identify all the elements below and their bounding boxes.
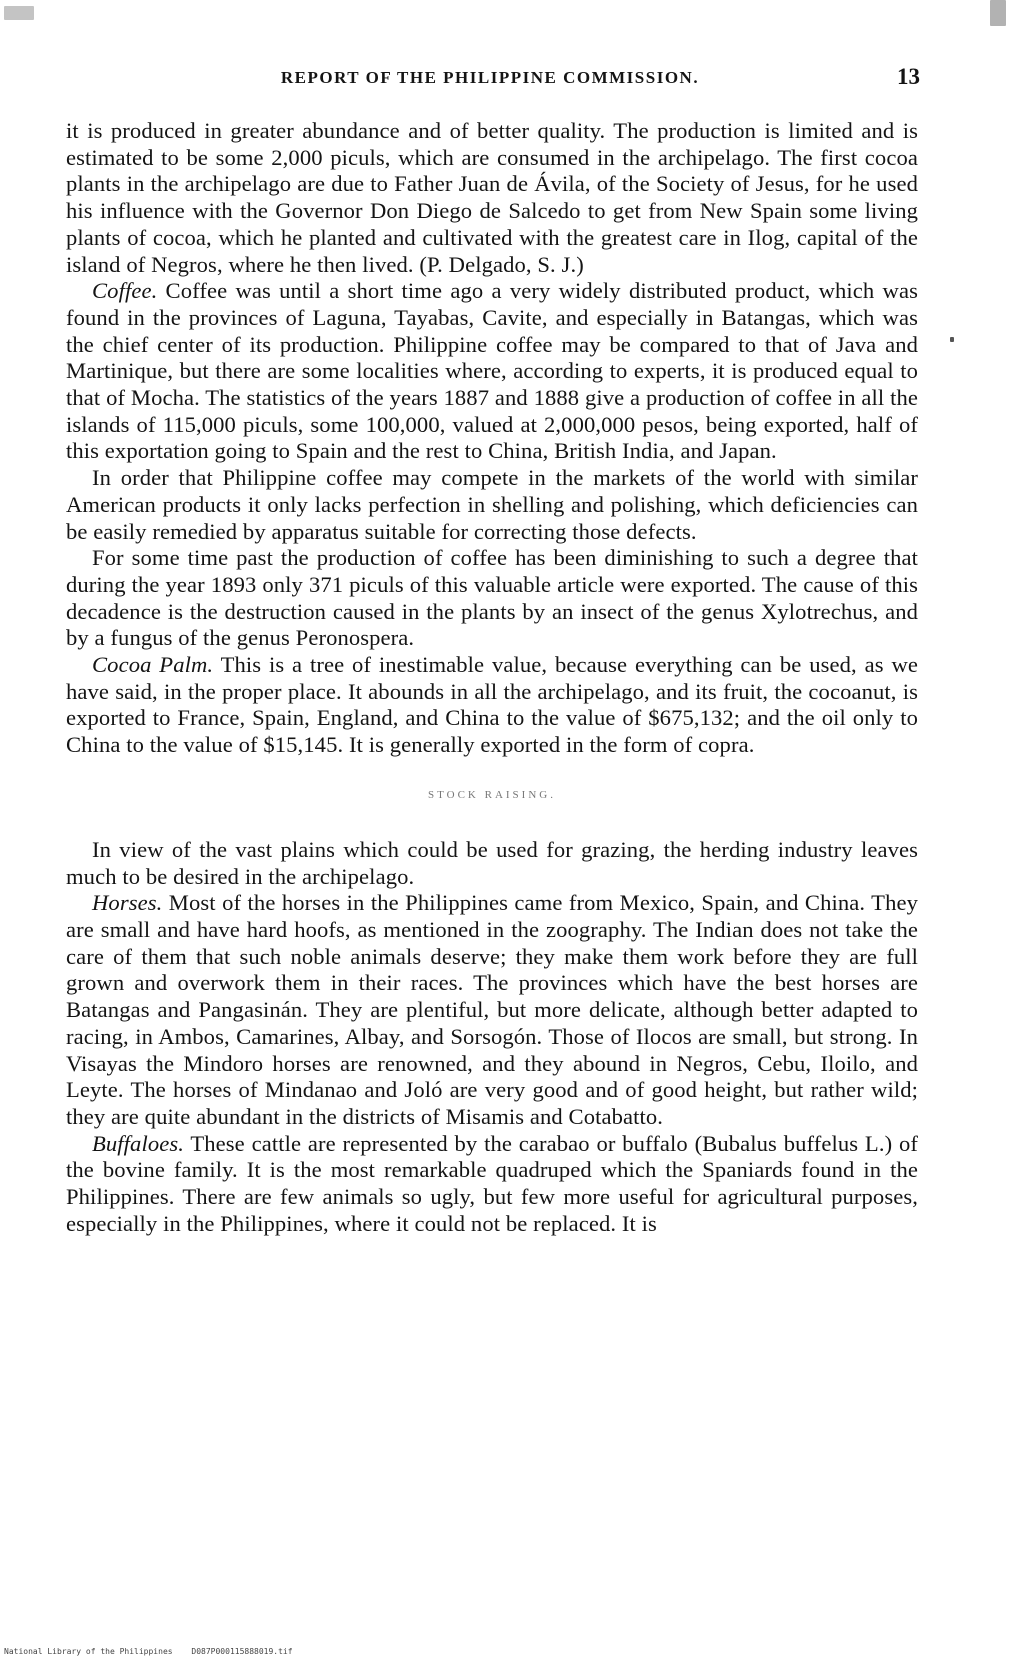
scan-footer <box>4 1647 307 1656</box>
page-header <box>60 64 920 98</box>
paragraph-coffee-decline: For some time past the production of coffee has been diminishing to such a degree that during the year 1893 only 371 piculs of this valuable article were exported. The cause of this decadence is the destruction caused in the plants by an insect of the genus Xylotrechus, and by a fungus of the genus Peronospera. <box>66 545 918 651</box>
paragraph-cocoa-palm: Cocoa Palm. This is a tree of inestimable value, because everything can be used, as we have said, in the proper place. It abounds in all the archipelago, and its fruit, the cocoanut, is exported to France, Spain, England, and China to the value of $675,132; and the oil only to China to the value of $15,145. It is generally exported in the form of copra. <box>66 652 919 758</box>
footer-library: National Library of the Philippines <box>4 1647 173 1656</box>
body-text <box>66 118 918 1237</box>
running-title: REPORT OF THE PHILIPPINE COMMISSION. <box>280 68 700 87</box>
page-number: 13 <box>897 64 920 89</box>
scan-noise-top-right <box>990 0 1006 26</box>
paragraph-herding: In view of the vast plains which could be used for grazing, the herding industry leaves much to be desired in the archipelago. <box>66 836 918 889</box>
run-in-heading-horses: Horses. <box>92 890 163 916</box>
run-in-heading-buffaloes: Buffaloes. <box>92 1130 184 1156</box>
scan-speck <box>950 337 954 342</box>
paragraph-coffee-markets: In order that Philippine coffee may compete in the markets of the world with similar American products it only lacks perfection in shelling and polishing, which deficiencies can be easily remedied by apparatus suitable for correcting those defects. <box>66 465 918 544</box>
paragraph-coffee: Coffee. Coffee was until a short time ago a very widely distributed product, which was found in the provinces of Laguna, Tayabas, Cavite, and especially in Batangas, which was the chief center of its production. Philippine coffee may be compared to that of Java and Martinique, but there are some localities where, according to experts, it is produced equal to that of Mocha. The statistics of the years 1887 and 1888 give a production of coffee in all the islands of 115,000 piculs, some 100,000, valued at 2,000,000 pesos, being exported, half of this exportation going to Spain and the rest to China, British India, and Japan. <box>66 278 918 464</box>
footer-file-id: D087P000115888019.tif <box>191 1647 293 1656</box>
run-in-heading-coffee: Coffee. <box>92 278 158 304</box>
paragraph-cocoa-continued: it is produced in greater abundance and of better quality. The production is limited and is estimated to be some 2,000 piculs, which are consumed in the archipelago. The first cocoa plants in the archipelago are due to Father Juan de Ávila, of the Society of Jesus, for he used his influence with the Governor Don Diego de Salcedo to get from New Spain some living plants of cocoa, which he planted and cultivated with the greatest care in Ilog, capital of the island of Negros, where he then lived. (P. Delgado, S. J.) <box>66 118 918 277</box>
scan-noise-top-left <box>4 6 34 20</box>
run-in-heading-cocoa-palm: Cocoa Palm. <box>92 652 214 678</box>
section-heading-stock-raising: STOCK RAISING. <box>428 788 556 801</box>
paragraph-horses: Horses. Most of the horses in the Philippines came from Mexico, Spain, and China. They are small and have hard hoofs, as mentioned in the zoography. The Indian does not take the care of them that such noble animals deserve; they make them work before they are full grown and overwork them in their races. The provinces which have the best horses are Batangas and Pangasinán. They are plentiful, but more delicate, although better adapted to racing, in Ambos, Camarines, Albay, and Sorsogón. Those of Ilocos are small, but strong. In Visayas the Mindoro horses are renowned, and they abound in Negros, Cebu, Iloilo, and Leyte. The horses of Mindanao and Joló are very good and of good height, but rather wild; they are quite abundant in the districts of Misamis and Cotabatto. <box>66 890 918 1129</box>
paragraph-buffaloes: Buffaloes. These cattle are represented by the carabao or buffalo (Bubalus buffelus L.) of the bovine family. It is the most remarkable quadruped which the Spaniards found in the Philippines. There are few animals so ugly, but few more useful for agricultural purposes, especially in the Philippines, where it could not be replaced. It is <box>66 1130 918 1236</box>
